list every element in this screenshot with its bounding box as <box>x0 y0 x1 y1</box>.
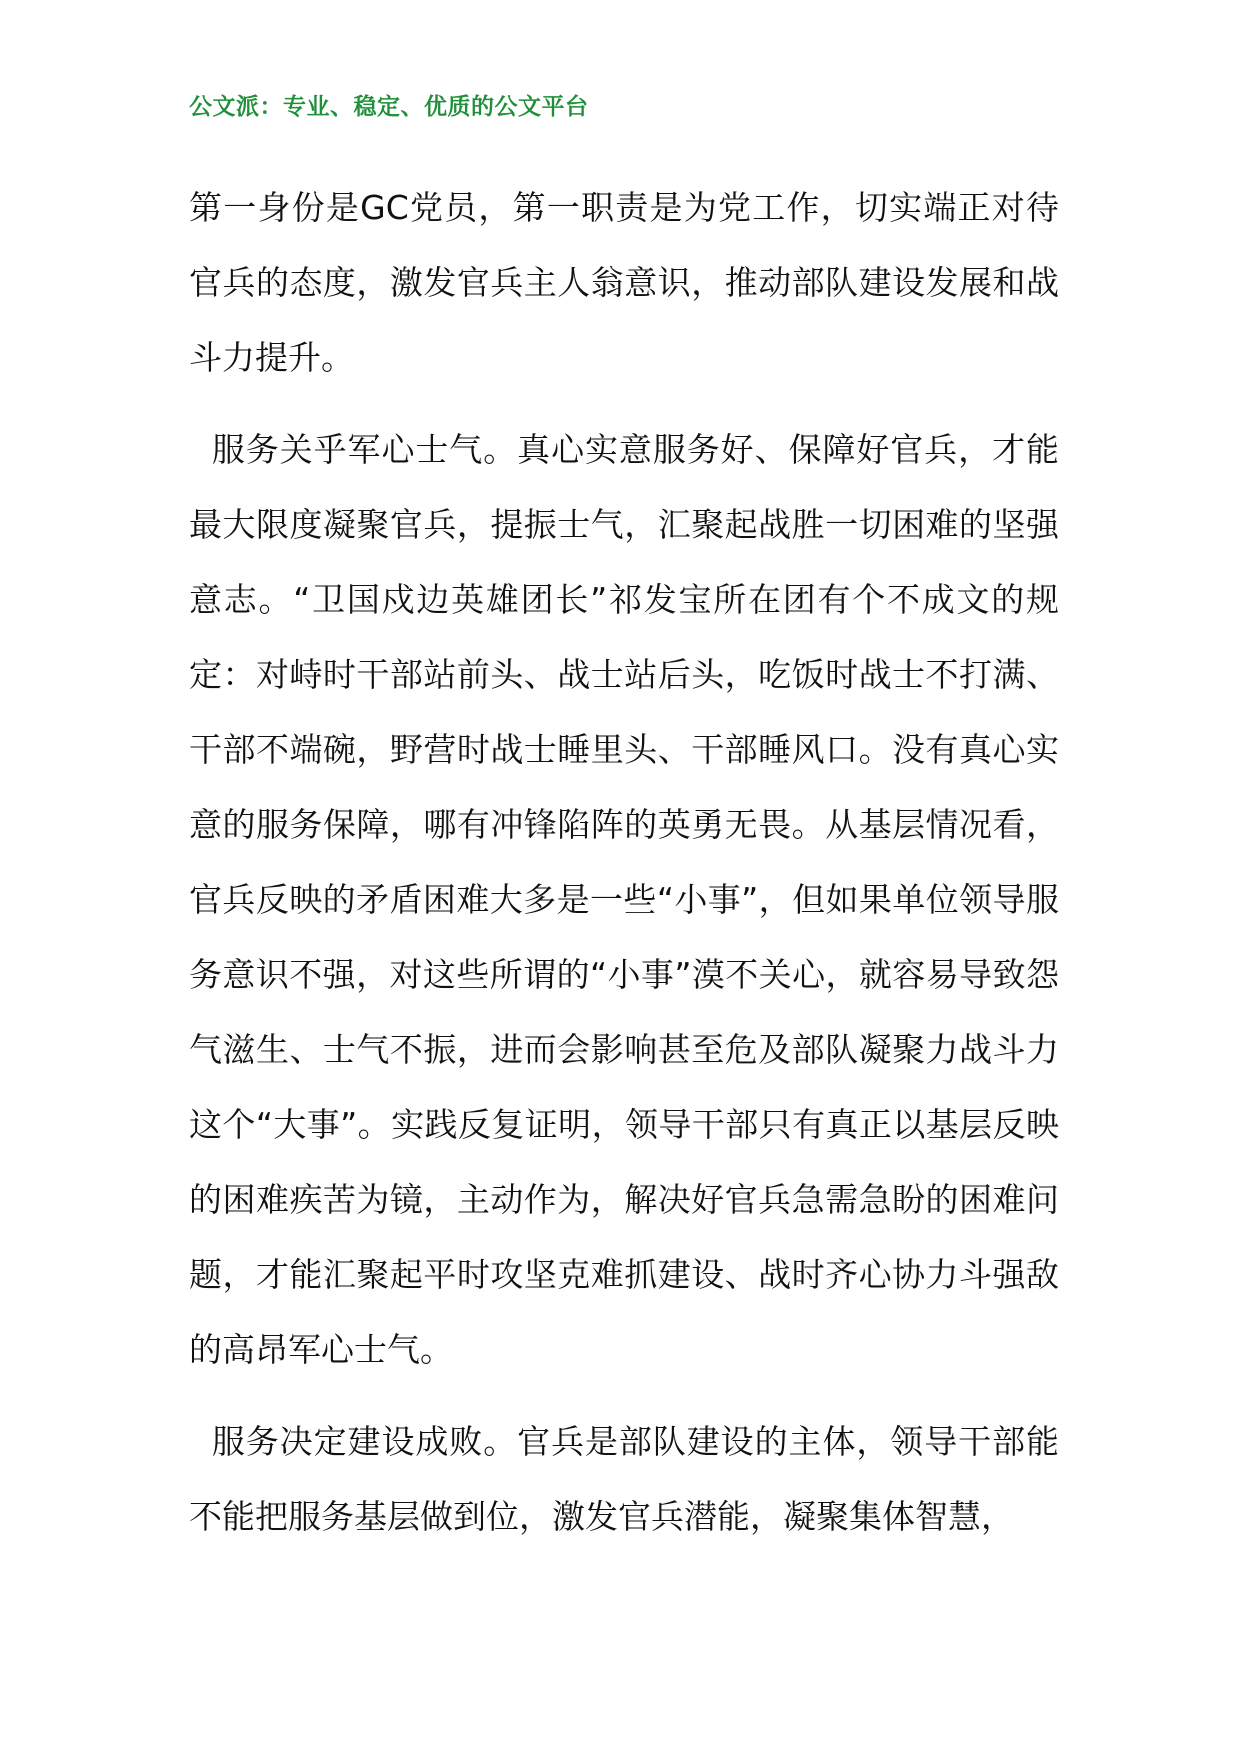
paragraph-2: 服务关乎军心士气。真心实意服务好、保障好官兵，才能最大限度凝聚官兵，提振士气，汇聚起战胜一切困难的坚强意志。“卫国戍边英雄团长”祁发宝所在团有个不成文的规定：对峙时干部站前头、战士站后头，吃饭时战士不打满、干部不端碗，野营时战士睡里头、干部睡风口。没有真心实意的服务保障，哪有冲锋陷阵的英勇无畏。从基层情况看，官兵反映的矛盾困难大多是一些“小事”，但如果单位领导服务意识不强，对这些所谓的“小事”漠不关心，就容易导致怨气滋生、士气不振，进而会影响甚至危及部队凝聚力战斗力这个“大事”。实践反复证明，领导干部只有真正以基层反映的困难疾苦为镜，主动作为，解决好官兵急需急盼的困难问题，才能汇聚起平时攻坚克难抓建设、战时齐心协力斗强敌的高昂军心士气。 <box>189 430 1059 1369</box>
paragraph-1: 第一身份是GC党员，第一职责是为党工作，切实端正对待官兵的态度，激发官兵主人翁意识，推动部队建设发展和战斗力提升。 <box>189 188 1059 377</box>
page-header: 公文派：专业、稳定、优质的公文平台 <box>189 94 589 120</box>
paragraph-3: 服务决定建设成败。官兵是部队建设的主体，领导干部能不能把服务基层做到位，激发官兵潜能，凝聚集体智慧， <box>189 1422 1059 1536</box>
document-body <box>189 170 1059 1554</box>
